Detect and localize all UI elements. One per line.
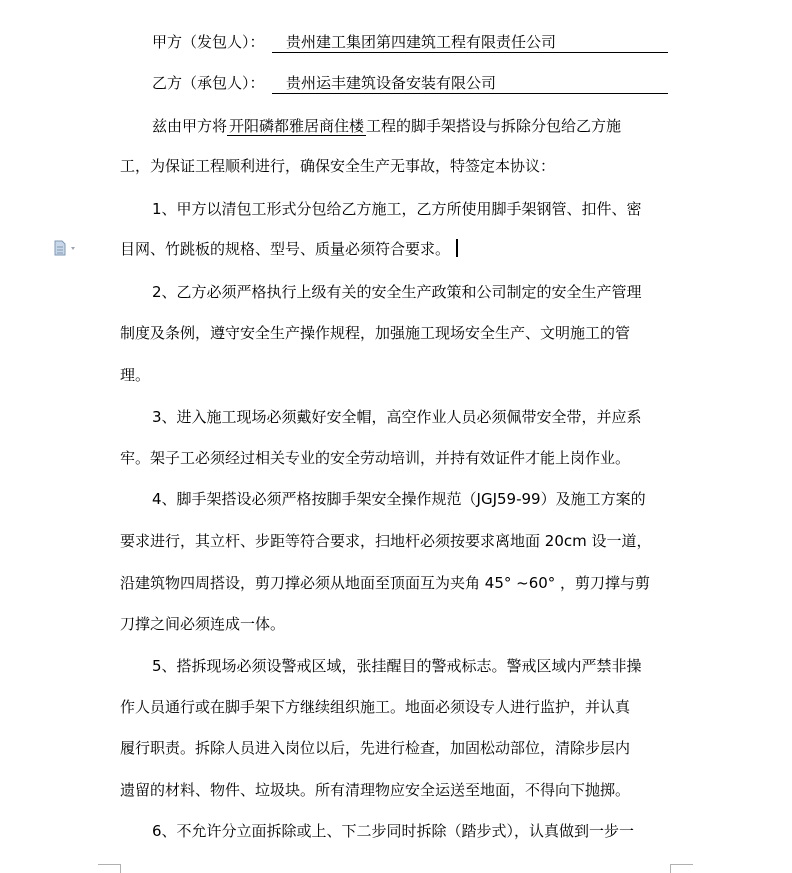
clause-5-line-2 — [0, 696, 792, 718]
clause-4-line-2 — [0, 530, 792, 552]
clause-2-text-3: 理。 — [120, 366, 151, 384]
party-b-label: 乙方（承包人）： — [152, 74, 265, 92]
paragraph-layout-icon-svg — [54, 240, 80, 256]
clause-4-line-3 — [0, 572, 792, 594]
party-a-name: 贵州建工集团第四建筑工程有限责任公司 — [286, 33, 557, 51]
clause-2-line-2 — [0, 322, 792, 344]
clause-5-text-4: 遗留的材料、物件、垃圾块。所有清理物应安全运送至地面，不得向下抛掷。 — [120, 781, 631, 799]
text-cursor — [456, 239, 458, 257]
party-b-row — [0, 72, 792, 94]
clause-5-line-1 — [0, 655, 792, 677]
party-a-field — [272, 31, 668, 53]
party-a-label: 甲方（发包人）： — [152, 33, 265, 51]
intro-line-2-text: 工，为保证工程顺利进行，确保安全生产无事故，特签定本协议： — [120, 157, 556, 175]
party-a-row — [0, 31, 792, 53]
clause-5-text-1: 5、搭拆现场必须设警戒区域，张挂醒目的警戒标志。警戒区域内严禁非操 — [152, 657, 642, 675]
party-b-name: 贵州运丰建筑设备安装有限公司 — [286, 74, 497, 92]
clause-4-text-2: 要求进行，其立杆、步距等符合要求，扫地杆必须按要求离地面 20cm 设一道， — [120, 532, 652, 550]
clause-6-text-1: 6、不允许分立面拆除或上、下二步同时拆除（踏步式），认真做到一步一 — [152, 822, 635, 840]
intro-line-1 — [0, 115, 792, 137]
clause-3-line-1 — [0, 406, 792, 428]
clause-2-text-1: 2、乙方必须严格执行上级有关的安全生产政策和公司制定的安全生产管理 — [152, 283, 642, 301]
clause-5-text-3: 履行职责。拆除人员进入岗位以后，先进行检查，加固松动部位，清除步层内 — [120, 739, 631, 757]
intro-text — [152, 115, 621, 137]
intro-prefix: 兹由甲方将 — [152, 117, 228, 135]
clause-1-text-2: 目网、竹跳板的规格、型号、质量必须符合要求。 — [120, 240, 451, 258]
paragraph-layout-icon[interactable] — [54, 240, 80, 256]
clause-5-text-2: 作人员通行或在脚手架下方继续组织施工。地面必须设专人进行监护，并认真 — [120, 698, 631, 716]
clause-3-text-1: 3、进入施工现场必须戴好安全帽，高空作业人员必须佩带安全带，并应系 — [152, 408, 642, 426]
project-name: 开阳磷都雅居商住楼 — [229, 117, 365, 135]
clause-2-line-1 — [0, 281, 792, 303]
clause-1-text-1: 1、甲方以清包工形式分包给乙方施工，乙方所使用脚手架钢管、扣件、密 — [152, 200, 642, 218]
clause-4-text-1: 4、脚手架搭设必须严格按脚手架安全操作规范（JGJ59-99）及施工方案的 — [152, 490, 646, 508]
clause-2-text-2: 制度及条例，遵守安全生产操作规程，加强施工现场安全生产、文明施工的管 — [120, 324, 631, 342]
clause-3-line-2 — [0, 447, 792, 469]
intro-line-2 — [0, 155, 792, 177]
clause-1-text-2-wrap[interactable] — [120, 238, 458, 260]
clause-4-text-4: 刀撑之间必须连成一体。 — [120, 615, 286, 633]
clause-1-line-1 — [0, 198, 792, 220]
party-b-field — [272, 72, 668, 94]
clause-4-text-3: 沿建筑物四周搭设，剪刀撑必须从地面至顶面互为夹角 45° ~60° ，剪刀撑与剪 — [120, 574, 651, 592]
clause-5-line-4 — [0, 779, 792, 801]
clause-4-line-1 — [0, 488, 792, 510]
intro-suffix: 工程的脚手架搭设与拆除分包给乙方施 — [366, 117, 622, 135]
clause-5-line-3 — [0, 737, 792, 759]
clause-4-line-4 — [0, 613, 792, 635]
clause-1-line-2 — [0, 238, 792, 260]
clause-3-text-2: 牢。架子工必须经过相关专业的安全劳动培训，并持有效证件才能上岗作业。 — [120, 449, 631, 467]
clause-6-line-1 — [0, 820, 792, 842]
clause-2-line-3 — [0, 364, 792, 386]
